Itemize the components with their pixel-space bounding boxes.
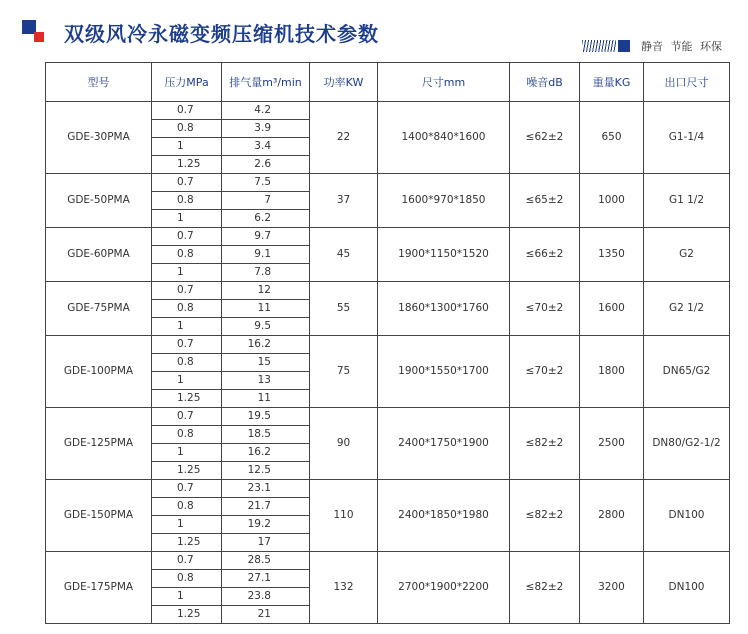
pressure-cell: 0.7 — [152, 228, 222, 246]
outlet-cell: DN80/G2-1/2 — [644, 408, 730, 480]
noise-cell: ≤62±2 — [510, 102, 580, 174]
power-cell: 45 — [310, 228, 378, 282]
table-row — [46, 336, 730, 354]
flow-cell: 27.1 — [222, 570, 310, 588]
pressure-cell: 1 — [152, 318, 222, 336]
page-title: 双级风冷永磁变频压缩机技术参数 — [64, 22, 379, 46]
size-cell: 1600*970*1850 — [378, 174, 510, 228]
col-header-weight: 重量KG — [580, 63, 644, 102]
pressure-cell: 0.8 — [152, 120, 222, 138]
flow-cell: 21.7 — [222, 498, 310, 516]
flow-cell: 7 — [222, 192, 310, 210]
pressure-cell: 1 — [152, 372, 222, 390]
pressure-cell: 0.7 — [152, 336, 222, 354]
size-cell: 2700*1900*2200 — [378, 552, 510, 624]
model-cell: GDE-30PMA — [46, 102, 152, 174]
power-cell: 55 — [310, 282, 378, 336]
table-row — [46, 228, 730, 246]
noise-cell: ≤70±2 — [510, 282, 580, 336]
flow-cell: 9.5 — [222, 318, 310, 336]
pressure-cell: 0.8 — [152, 300, 222, 318]
table-row — [46, 102, 730, 120]
flow-cell: 7.5 — [222, 174, 310, 192]
table-row — [46, 552, 730, 570]
weight-cell: 1000 — [580, 174, 644, 228]
tagline — [641, 38, 726, 54]
pressure-cell: 1 — [152, 588, 222, 606]
noise-cell: ≤82±2 — [510, 480, 580, 552]
flow-cell: 23.8 — [222, 588, 310, 606]
stripe-block — [618, 40, 630, 52]
spec-table — [45, 62, 730, 624]
flow-cell: 3.4 — [222, 138, 310, 156]
pressure-cell: 0.7 — [152, 408, 222, 426]
weight-cell: 2800 — [580, 480, 644, 552]
size-cell: 1900*1150*1520 — [378, 228, 510, 282]
tagline-item: 环保 — [700, 40, 722, 53]
outlet-cell: G2 — [644, 228, 730, 282]
pressure-cell: 0.8 — [152, 498, 222, 516]
col-header-flow: 排气量m³/min — [222, 63, 310, 102]
pressure-cell: 0.8 — [152, 426, 222, 444]
size-cell: 2400*1850*1980 — [378, 480, 510, 552]
col-header-noise: 噪音dB — [510, 63, 580, 102]
pressure-cell: 1 — [152, 138, 222, 156]
pressure-cell: 0.8 — [152, 570, 222, 588]
col-header-power: 功率KW — [310, 63, 378, 102]
flow-cell: 3.9 — [222, 120, 310, 138]
noise-cell: ≤82±2 — [510, 408, 580, 480]
weight-cell: 1350 — [580, 228, 644, 282]
pressure-cell: 0.8 — [152, 192, 222, 210]
model-cell: GDE-175PMA — [46, 552, 152, 624]
power-cell: 90 — [310, 408, 378, 480]
brand-logo-icon — [22, 20, 48, 44]
tagline-item: 静音 — [641, 40, 663, 53]
weight-cell: 1800 — [580, 336, 644, 408]
model-cell: GDE-60PMA — [46, 228, 152, 282]
flow-cell: 16.2 — [222, 336, 310, 354]
flow-cell: 4.2 — [222, 102, 310, 120]
logo-red-square — [34, 32, 44, 42]
noise-cell: ≤70±2 — [510, 336, 580, 408]
table-row — [46, 174, 730, 192]
pressure-cell: 1.25 — [152, 462, 222, 480]
flow-cell: 16.2 — [222, 444, 310, 462]
weight-cell: 650 — [580, 102, 644, 174]
flow-cell: 12.5 — [222, 462, 310, 480]
outlet-cell: DN100 — [644, 480, 730, 552]
flow-cell: 15 — [222, 354, 310, 372]
flow-cell: 13 — [222, 372, 310, 390]
pressure-cell: 1 — [152, 516, 222, 534]
weight-cell: 2500 — [580, 408, 644, 480]
flow-cell: 12 — [222, 282, 310, 300]
noise-cell: ≤82±2 — [510, 552, 580, 624]
pressure-cell: 0.8 — [152, 354, 222, 372]
table-body — [46, 102, 730, 624]
model-cell: GDE-100PMA — [46, 336, 152, 408]
power-cell: 37 — [310, 174, 378, 228]
flow-cell: 11 — [222, 390, 310, 408]
flow-cell: 19.2 — [222, 516, 310, 534]
flow-cell: 19.5 — [222, 408, 310, 426]
model-cell: GDE-50PMA — [46, 174, 152, 228]
model-cell: GDE-75PMA — [46, 282, 152, 336]
pressure-cell: 0.7 — [152, 282, 222, 300]
flow-cell: 28.5 — [222, 552, 310, 570]
pressure-cell: 1.25 — [152, 534, 222, 552]
stripe-pattern — [582, 40, 616, 52]
model-cell: GDE-125PMA — [46, 408, 152, 480]
pressure-cell: 0.7 — [152, 552, 222, 570]
col-header-model: 型号 — [46, 63, 152, 102]
table-row — [46, 408, 730, 426]
flow-cell: 18.5 — [222, 426, 310, 444]
power-cell: 110 — [310, 480, 378, 552]
flow-cell: 23.1 — [222, 480, 310, 498]
flow-cell: 21 — [222, 606, 310, 624]
table-row — [46, 282, 730, 300]
table-row — [46, 480, 730, 498]
header-stripe-decoration — [582, 40, 632, 52]
flow-cell: 6.2 — [222, 210, 310, 228]
outlet-cell: DN100 — [644, 552, 730, 624]
tagline-item: 节能 — [670, 40, 693, 53]
pressure-cell: 0.8 — [152, 246, 222, 264]
noise-cell: ≤66±2 — [510, 228, 580, 282]
outlet-cell: G1-1/4 — [644, 102, 730, 174]
pressure-cell: 1 — [152, 264, 222, 282]
flow-cell: 7.8 — [222, 264, 310, 282]
pressure-cell: 1 — [152, 210, 222, 228]
col-header-pressure: 压力MPa — [152, 63, 222, 102]
flow-cell: 17 — [222, 534, 310, 552]
noise-cell: ≤65±2 — [510, 174, 580, 228]
flow-cell: 9.1 — [222, 246, 310, 264]
size-cell: 2400*1750*1900 — [378, 408, 510, 480]
col-header-outlet: 出口尺寸 — [644, 63, 730, 102]
outlet-cell: G2 1/2 — [644, 282, 730, 336]
flow-cell: 2.6 — [222, 156, 310, 174]
pressure-cell: 0.7 — [152, 174, 222, 192]
pressure-cell: 1.25 — [152, 606, 222, 624]
power-cell: 75 — [310, 336, 378, 408]
pressure-cell: 0.7 — [152, 102, 222, 120]
outlet-cell: G1 1/2 — [644, 174, 730, 228]
flow-cell: 9.7 — [222, 228, 310, 246]
size-cell: 1900*1550*1700 — [378, 336, 510, 408]
pressure-cell: 1.25 — [152, 156, 222, 174]
power-cell: 132 — [310, 552, 378, 624]
weight-cell: 3200 — [580, 552, 644, 624]
size-cell: 1400*840*1600 — [378, 102, 510, 174]
model-cell: GDE-150PMA — [46, 480, 152, 552]
table-header-row — [46, 63, 730, 102]
col-header-size: 尺寸mm — [378, 63, 510, 102]
pressure-cell: 0.7 — [152, 480, 222, 498]
pressure-cell: 1 — [152, 444, 222, 462]
size-cell: 1860*1300*1760 — [378, 282, 510, 336]
outlet-cell: DN65/G2 — [644, 336, 730, 408]
flow-cell: 11 — [222, 300, 310, 318]
pressure-cell: 1.25 — [152, 390, 222, 408]
power-cell: 22 — [310, 102, 378, 174]
weight-cell: 1600 — [580, 282, 644, 336]
